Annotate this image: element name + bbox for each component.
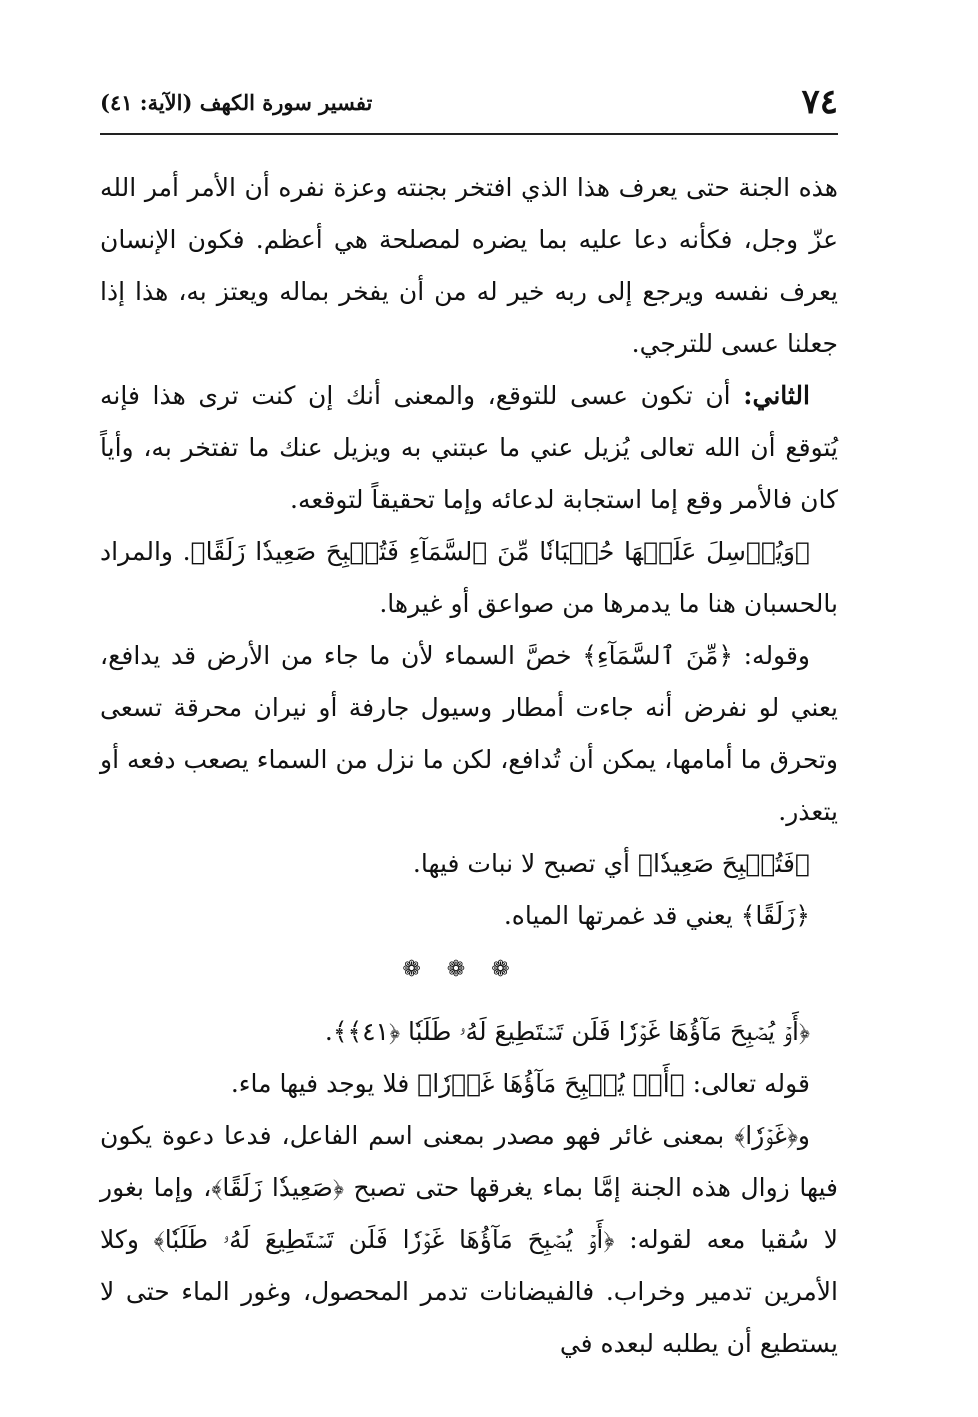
paragraph-7: قوله تعالى: ﴿أَوۡ يُصۡبِحَ مَآؤُهَا غَوۡرٗا﴾ فلا يوجد فيها ماء. <box>230 1069 810 1098</box>
quran-verse: ﴿وَيُرۡسِلَ عَلَيۡهَا حُسۡبَانٗا مِّنَ ٱلسَّمَآءِ فَتُصۡبِحَ صَعِيدٗا زَلَقًا﴾ <box>190 537 810 566</box>
paragraph-2 <box>100 370 838 526</box>
paragraph-1: هذه الجنة حتى يعرف هذا الذي افتخر بجنته وعزة نفره أن الأمر أمر الله عزّ وجل، فكأنه دعا عليه بما يضره لمصلحة هي أعظم. فكون الإنسان يعرف نفسه ويرجع إلى ربه خير له من أن يفخر بماله ويعتز به، هذا إذا جعلنا عسى للترجي. <box>100 173 838 358</box>
section-separator <box>100 948 838 992</box>
term-label: الثاني: <box>743 381 810 410</box>
running-title: تفسير سورة الكهف (الآية: ٤١) <box>100 90 373 115</box>
paragraph-3-text: . والمراد بالحسبان هنا ما يدمرها من صواعق أو غيرها. <box>100 537 838 618</box>
paragraph-2-text: أن تكون عسى للتوقع، والمعنى أنك إن كنت ترى هذا فإنه يُتوقع أن الله تعالى يُزيل عني ما عبتني به ويزيل عنك ما تفتخر به، وأياً كان فالأمر وقع إما استجابة لدعائه وإما تحقيقاً لتوقعه. <box>100 381 838 514</box>
paragraph-8: و﴿غَوۡرٗا﴾ بمعنى غائر فهو مصدر بمعنى اسم الفاعل، فدعا دعوة يكون فيها زوال هذه الجنة إمَّا بماء يغرقها حتى تصبح ﴿صَعِيدٗا زَلَقًا﴾، وإما بغور لا سُقيا معه لقوله: ﴿أَوۡ يُصۡبِحَ مَآؤُهَا غَوۡرٗا فَلَن تَسۡتَطِيعَ لَهُۥ طَلَبٗا﴾ وكلا الأمرين تدمير وخراب. فالفيضانات تدمر المحصول، وغور الماء حتى لا يستطيع أن يطلبه لبعده في <box>100 1121 838 1358</box>
header-divider <box>100 133 838 135</box>
flower-ornament-icon: ❁ <box>446 957 492 982</box>
paragraph-6: ﴿زَلَقًا﴾ يعني قد غمرتها المياه. <box>503 901 810 930</box>
paragraph-5: ﴿فَتُصۡبِحَ صَعِيدٗا﴾ أي تصبح لا نبات فيها. <box>412 849 810 878</box>
paragraph-4: وقوله: ﴿مِّنَ ٱلسَّمَآءِ﴾ خصَّ السماء لأن ما جاء من الأرض قد يدافع، يعني لو نفرض أنه جاءت أمطار وسيول جارفة أو نيران محرقة تسعى وتحرق ما أمامها، يمكن أن تُدافع، لكن ما نزل من السماء يصعب دفعه أو يتعذر. <box>100 641 838 826</box>
page-number: ٧٤ <box>801 82 838 122</box>
page-body <box>100 162 838 1370</box>
paragraph-3 <box>100 526 838 630</box>
flower-ornament-icon: ❁ <box>491 957 536 982</box>
page-header <box>100 82 838 126</box>
verse-heading: ﴿أَوۡ يُصۡبِحَ مَآؤُهَا غَوۡرٗا فَلَن تَسۡتَطِيعَ لَهُۥ طَلَبٗا ﴿٤١﴾﴾. <box>324 1017 810 1046</box>
flower-ornament-icon: ❁ <box>402 957 447 982</box>
